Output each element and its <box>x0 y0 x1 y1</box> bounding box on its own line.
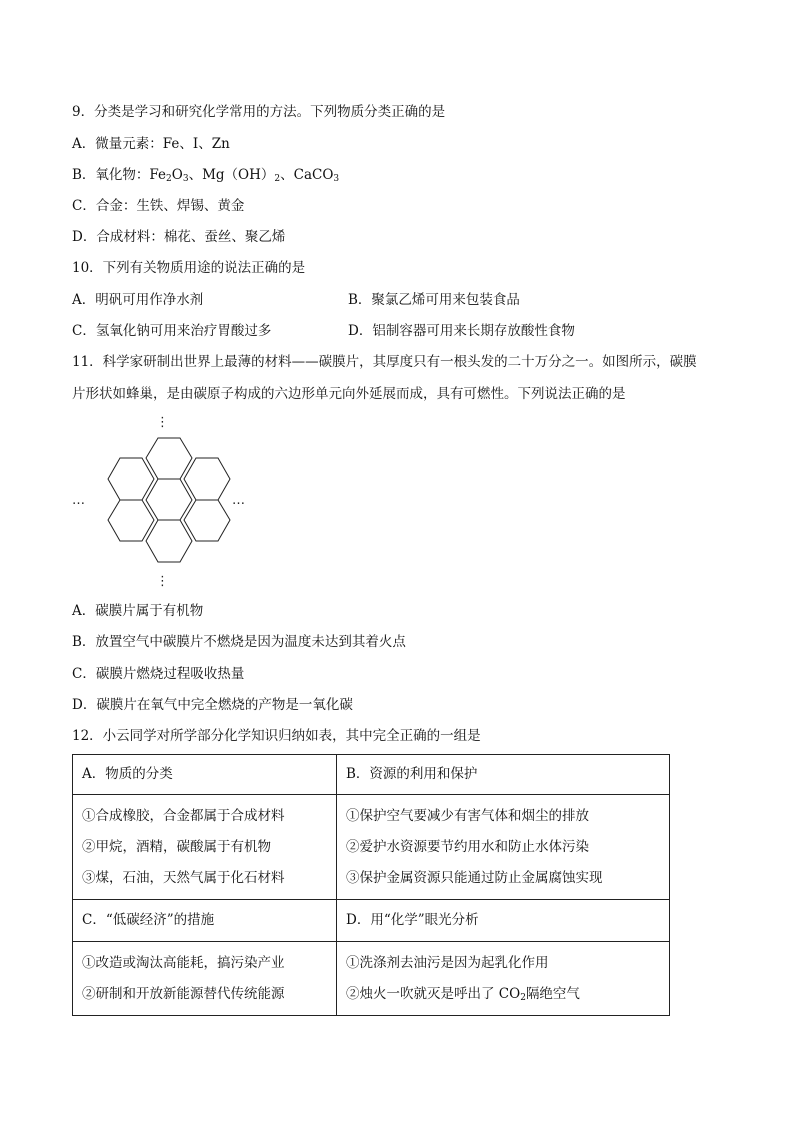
q11-option-c: C．碳膜片燃烧过程吸收热量 <box>72 666 245 682</box>
ellipsis-left: … <box>72 493 85 508</box>
cell-a-head: A．物质的分类 <box>73 755 337 795</box>
hexagon-cell <box>108 500 154 541</box>
table-row <box>73 900 670 942</box>
q10-option-a: A．明矾可用作净水剂 <box>72 292 204 308</box>
list-item: ③煤，石油，天然气属于化石材料 <box>82 870 285 886</box>
cell-c-head: C．“低碳经济”的措施 <box>73 900 337 942</box>
list-item: ②烛火一吹就灭是呼出了 $CO_2$隔绝空气 <box>346 986 580 1003</box>
list-item: ③保护金属资源只能通过防止金属腐蚀实现 <box>346 870 603 886</box>
cell-d-head: D．用“化学”眼光分析 <box>337 900 670 942</box>
knowledge-summary-table <box>72 754 670 1016</box>
q11-option-d: D．碳膜片在氧气中完全燃烧的产物是一氧化碳 <box>72 697 353 713</box>
hexagon-cell <box>146 438 192 479</box>
list-item: ②甲烷，酒精，碳酸属于有机物 <box>82 839 271 855</box>
q10-option-b: B．聚氯乙烯可用来包装食品 <box>348 292 520 308</box>
q10-stem: 10．下列有关物质用途的说法正确的是 <box>72 260 306 276</box>
graphene-honeycomb-figure <box>72 412 252 592</box>
table-row <box>73 942 670 1016</box>
q11-option-b: B．放置空气中碳膜片不燃烧是因为温度未达到其着火点 <box>72 634 406 650</box>
cell-b-items <box>337 795 670 900</box>
hexagon-cell <box>184 458 230 500</box>
cell-a-items <box>73 795 337 900</box>
q11-stem-line1: 11．科学家研制出世界上最薄的材料——碳膜片，其厚度只有一根头发的二十万分之一。如图所示，碳膜 <box>72 354 697 370</box>
q9-option-c: C．合金：生铁、焊锡、黄金 <box>72 198 245 214</box>
hexagon-cell <box>146 520 192 562</box>
q11-stem-line2: 片形状如蜂巢，是由碳原子构成的六边形单元向外延展而成，具有可燃性。下列说法正确的是 <box>72 386 626 402</box>
cell-b-head: B．资源的利用和保护 <box>337 755 670 795</box>
cell-d-items <box>337 942 670 1016</box>
q9-option-b: B．氧化物：$Fe_2O_3$、$Mg(OH)_2$、CaCO$_3$ <box>72 167 340 184</box>
table-row <box>73 755 670 795</box>
hexagon-cell <box>146 479 192 520</box>
q10-option-d: D．铝制容器可用来长期存放酸性食物 <box>348 323 575 339</box>
table-row <box>73 795 670 900</box>
list-item: ②爱护水资源要节约用水和防止水体污染 <box>346 839 589 855</box>
q9-stem: 9．分类是学习和研究化学常用的方法。下列物质分类正确的是 <box>72 104 446 120</box>
q12-stem: 12．小云同学对所学部分化学知识归纳如表，其中完全正确的一组是 <box>72 728 481 744</box>
list-item: ①保护空气要减少有害气体和烟尘的排放 <box>346 808 589 824</box>
q10-option-c: C．氢氧化钠可用来治疗胃酸过多 <box>72 323 272 339</box>
list-item: ①合成橡胶，合金都属于合成材料 <box>82 808 285 824</box>
q9-option-a: A．微量元素：Fe、I、Zn <box>72 136 230 152</box>
list-item: ①改造或淘汰高能耗，搞污染产业 <box>82 955 285 971</box>
q11-option-a: A．碳膜片属于有机物 <box>72 603 204 619</box>
ellipsis-right: … <box>232 493 245 508</box>
list-item: ②研制和开放新能源替代传统能源 <box>82 986 285 1002</box>
hexagon-cell <box>184 500 230 541</box>
ellipsis-bottom: ⋮ <box>156 574 169 589</box>
cell-c-items <box>73 942 337 1016</box>
q9-option-d: D．合成材料：棉花、蚕丝、聚乙烯 <box>72 229 286 245</box>
ellipsis-top: ⋮ <box>156 415 169 430</box>
hexagon-cell <box>108 458 154 500</box>
list-item: ①洗涤剂去油污是因为起乳化作用 <box>346 955 549 971</box>
